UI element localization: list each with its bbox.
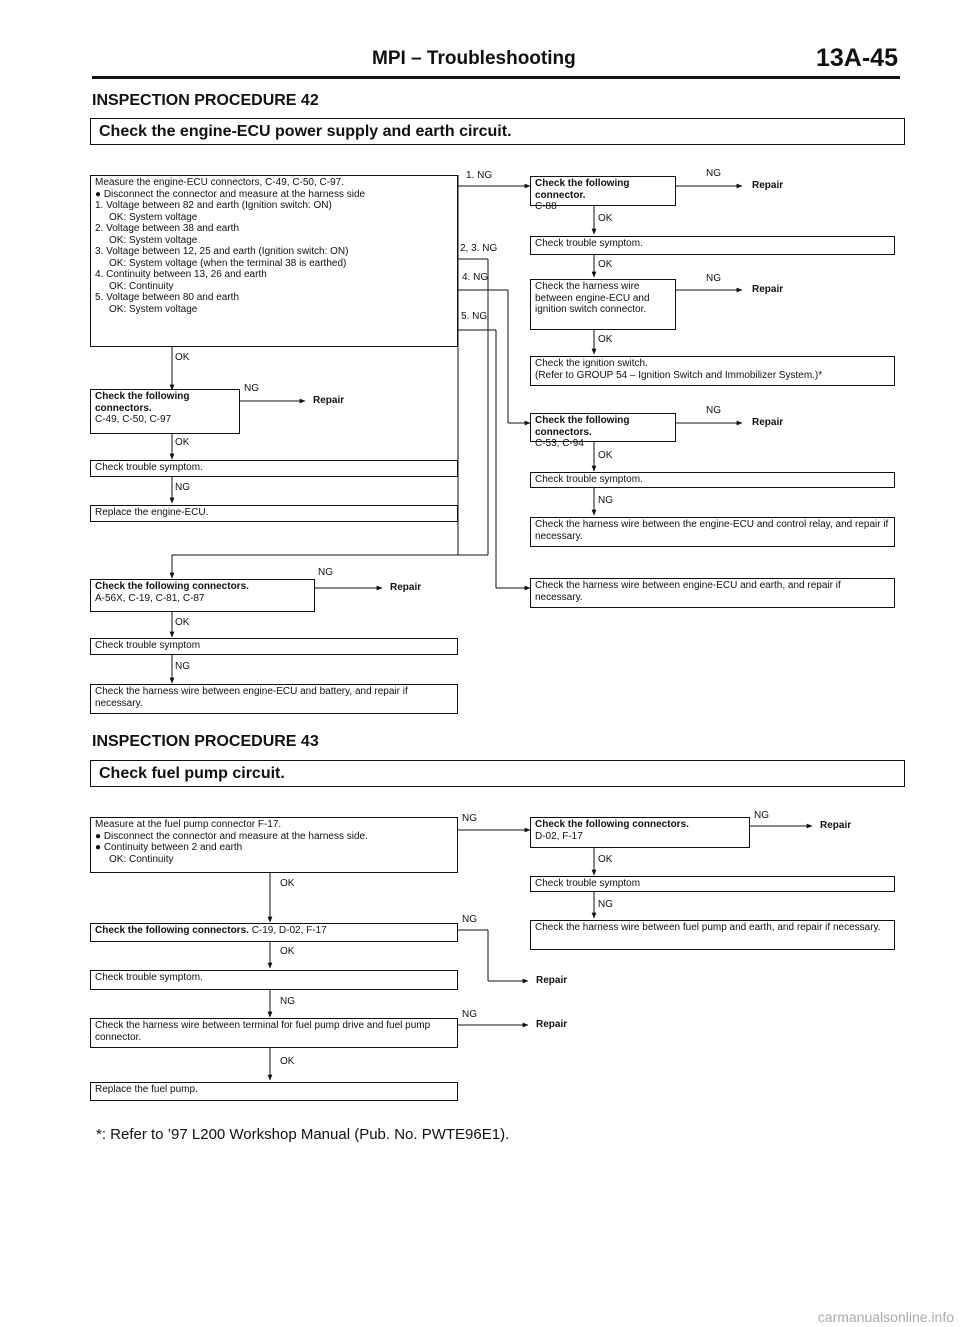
harness-fuel-earth-box — [530, 920, 895, 950]
ng-label: NG — [318, 567, 333, 578]
trouble-symptom-box-r1 — [530, 236, 895, 255]
measure-ecu-box — [90, 175, 458, 347]
ok-label: OK — [598, 854, 613, 865]
box-title: Check the following connectors. — [535, 415, 630, 438]
repair-label: Repair — [752, 417, 784, 428]
procedure-42-title: Check the engine-ECU power supply and earth circuit. — [99, 122, 512, 140]
box-text: Check the harness wire between terminal for fuel pump drive and fuel pump connector. — [95, 1020, 431, 1043]
ng-label: NG — [706, 168, 721, 179]
ok-label: OK — [280, 1056, 295, 1067]
procedure-42-title-box — [90, 118, 905, 145]
connector-list: C-88 — [535, 201, 557, 212]
harness-drive-box — [90, 1018, 458, 1048]
procedure-43-title-box — [90, 760, 905, 787]
harness-relay-box — [530, 517, 895, 547]
ng-label: NG — [280, 996, 295, 1007]
harness-earth-box — [530, 578, 895, 608]
ng-label: NG — [175, 661, 190, 672]
ok-label: OK — [175, 617, 190, 628]
measure-fuel-pump-box — [90, 817, 458, 873]
measure-line: ● Disconnect the connector and measure at the harness side — [95, 188, 366, 200]
ng-label: NG — [462, 914, 477, 925]
box-text: Check the harness wire between fuel pump and earth, and repair if necessary. — [535, 922, 881, 933]
measure-item: 4. Continuity between 13, 26 and earth — [95, 269, 267, 280]
trouble-symptom-box-43 — [90, 970, 458, 990]
box-title: Check the following connectors. — [95, 391, 190, 414]
procedure-43-title: Check fuel pump circuit. — [99, 764, 285, 782]
section-title: MPI – Troubleshooting — [372, 48, 576, 69]
check-connectors-box-43r — [530, 817, 750, 848]
measure-ok: OK: Continuity — [109, 853, 174, 865]
measure-ok: OK: System voltage (when the terminal 38 is earthed) — [109, 257, 347, 269]
box-title: Check the following connector. — [535, 178, 630, 201]
branch-label: 4. NG — [462, 272, 489, 283]
ok-label: OK — [598, 450, 613, 461]
measure-item: 1. Voltage between 82 and earth (Ignition switch: ON) — [95, 200, 332, 211]
connector-list: C-19, D-02, F-17 — [251, 925, 327, 936]
measure-item: 5. Voltage between 80 and earth — [95, 292, 240, 303]
reference-text: (Refer to GROUP 54 – Ignition Switch and Immobilizer System.)* — [535, 369, 823, 381]
repair-label: Repair — [820, 820, 852, 831]
measure-line: ● Continuity between 2 and earth — [95, 842, 243, 853]
box-text: Check the harness wire between engine-ECU and ignition switch connector. — [535, 281, 650, 315]
ng-label: NG — [754, 810, 769, 821]
box-text: Check trouble symptom. — [95, 972, 203, 983]
ng-label: NG — [244, 383, 259, 394]
connector-list: C-53, C-94 — [535, 438, 584, 449]
box-title: Check the following connectors. — [95, 581, 249, 592]
box-text: Check trouble symptom. — [535, 238, 643, 249]
repair-label: Repair — [752, 180, 784, 191]
check-connectors-box-2 — [90, 579, 315, 612]
repair-label: Repair — [536, 1019, 568, 1030]
ok-label: OK — [175, 352, 190, 363]
branch-label: 1. NG — [466, 170, 493, 181]
ng-label: NG — [598, 495, 613, 506]
check-c88-box — [530, 176, 676, 212]
measure-ok: OK: System voltage — [109, 303, 198, 315]
box-text: Check the harness wire between engine-ECU and earth, and repair if necessary. — [535, 580, 841, 603]
ok-label: OK — [598, 213, 613, 224]
measure-line: Measure the engine-ECU connectors, C-49, C-50, C-97. — [95, 177, 345, 188]
footnote: *: Refer to ’97 L200 Workshop Manual (Pub. No. PWTE96E1). — [96, 1126, 510, 1143]
measure-item: 3. Voltage between 12, 25 and earth (Ignition switch: ON) — [95, 246, 349, 257]
trouble-symptom-box-r2 — [530, 472, 895, 488]
check-connectors-box — [90, 389, 240, 434]
box-text: Check trouble symptom — [535, 878, 641, 889]
branch-label: 5. NG — [461, 311, 488, 322]
measure-line: ● Disconnect the connector and measure at the harness side. — [95, 830, 368, 842]
check-connectors-box-43 — [90, 923, 458, 942]
watermark: carmanualsonline.info — [817, 1309, 954, 1325]
box-text: Check the harness wire between the engine-ECU and control relay, and repair if necessary. — [535, 519, 889, 542]
replace-ecu-box — [90, 505, 458, 522]
connector-list: A-56X, C-19, C-81, C-87 — [95, 592, 205, 604]
trouble-symptom-box — [90, 460, 458, 477]
measure-ok: OK: Continuity — [109, 280, 174, 292]
page-number: 13A-45 — [816, 44, 898, 72]
ok-label: OK — [598, 259, 613, 270]
procedure-42-heading: INSPECTION PROCEDURE 42 — [92, 92, 319, 109]
box-text: Check trouble symptom. — [95, 462, 203, 473]
repair-label: Repair — [313, 395, 345, 406]
procedure-43-heading: INSPECTION PROCEDURE 43 — [92, 733, 319, 750]
box-text: Check trouble symptom — [95, 640, 201, 651]
ng-label: NG — [706, 273, 721, 284]
ok-label: OK — [280, 878, 295, 889]
replace-fuel-pump-box — [90, 1082, 458, 1101]
connector-list: D-02, F-17 — [535, 830, 583, 842]
box-title: Check the following connectors. — [535, 819, 689, 830]
measure-ok: OK: System voltage — [109, 234, 198, 246]
ok-label: OK — [175, 437, 190, 448]
ng-label: NG — [462, 813, 477, 824]
box-title: Check the following connectors. — [95, 925, 249, 936]
ignition-switch-box — [530, 356, 895, 386]
box-text: Replace the fuel pump. — [95, 1084, 198, 1095]
ng-label: NG — [462, 1009, 477, 1020]
repair-label: Repair — [390, 582, 422, 593]
measure-line: Measure at the fuel pump connector F-17. — [95, 819, 282, 830]
trouble-symptom-box-43r — [530, 876, 895, 892]
harness-ignition-box — [530, 279, 676, 330]
trouble-symptom-box-2 — [90, 638, 458, 655]
check-c53-box — [530, 413, 676, 449]
measure-ok: OK: System voltage — [109, 211, 198, 223]
harness-battery-box — [90, 684, 458, 714]
box-text: Check the ignition switch. — [535, 358, 648, 369]
box-text: Check trouble symptom. — [535, 474, 643, 485]
repair-label: Repair — [752, 284, 784, 295]
box-text: Replace the engine-ECU. — [95, 507, 209, 518]
repair-label: Repair — [536, 975, 568, 986]
ok-label: OK — [280, 946, 295, 957]
ng-label: NG — [175, 482, 190, 493]
branch-label: 2, 3. NG — [460, 243, 498, 254]
ng-label: NG — [598, 899, 613, 910]
ng-label: NG — [706, 405, 721, 416]
ok-label: OK — [598, 334, 613, 345]
connector-list: C-49, C-50, C-97 — [95, 414, 172, 425]
measure-item: 2. Voltage between 38 and earth — [95, 223, 240, 234]
box-text: Check the harness wire between engine-ECU and battery, and repair if necessary. — [95, 686, 408, 709]
